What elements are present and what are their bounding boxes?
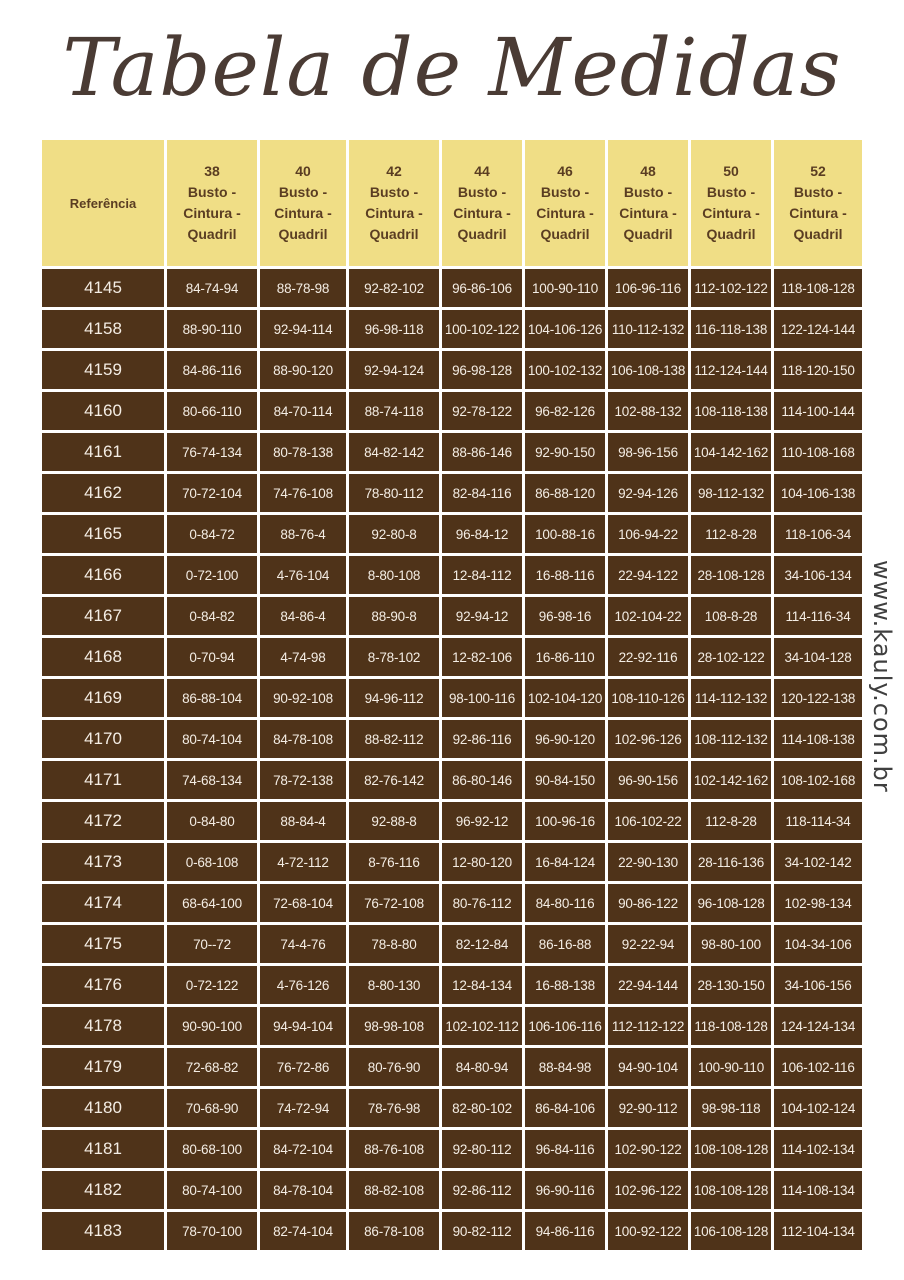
measurement-cell: 108-108-128 <box>691 1130 771 1168</box>
measurement-cell: 112-124-144 <box>691 351 771 389</box>
measurement-cell: 98-100-116 <box>442 679 522 717</box>
measurement-cell: 0-84-80 <box>167 802 257 840</box>
measurement-cell: 96-90-116 <box>525 1171 605 1209</box>
measurement-cell: 88-84-98 <box>525 1048 605 1086</box>
table-row <box>42 1212 862 1250</box>
table-row <box>42 556 862 594</box>
measurement-cell: 108-118-138 <box>691 392 771 430</box>
table-row <box>42 433 862 471</box>
measurement-cell: 100-90-110 <box>525 269 605 307</box>
measure-label: Cintura - <box>274 205 332 221</box>
measurement-cell: 106-102-116 <box>774 1048 862 1086</box>
measurement-cell: 4-74-98 <box>260 638 346 676</box>
measure-label: Busto - <box>278 184 328 200</box>
measure-label: Quadril <box>278 226 328 242</box>
measurement-cell: 92-94-12 <box>442 597 522 635</box>
table-row <box>42 925 862 963</box>
measure-label: Busto - <box>187 184 237 200</box>
measure-label: Busto - <box>540 184 590 200</box>
measurement-cell: 96-98-16 <box>525 597 605 635</box>
table-row <box>42 1007 862 1045</box>
measure-label: Quadril <box>623 226 673 242</box>
measure-label: Cintura - <box>536 205 594 221</box>
measurement-cell: 84-80-116 <box>525 884 605 922</box>
measurement-cell: 80-78-138 <box>260 433 346 471</box>
measurement-cell: 98-112-132 <box>691 474 771 512</box>
measurement-cell: 86-88-104 <box>167 679 257 717</box>
measurement-cell: 114-112-132 <box>691 679 771 717</box>
measurement-cell: 16-88-116 <box>525 556 605 594</box>
measurement-cell: 78-76-98 <box>349 1089 439 1127</box>
measurement-cell: 86-78-108 <box>349 1212 439 1250</box>
measurement-cell: 86-88-120 <box>525 474 605 512</box>
measurement-cell: 84-72-104 <box>260 1130 346 1168</box>
measurement-cell: 112-102-122 <box>691 269 771 307</box>
measurement-cell: 102-88-132 <box>608 392 688 430</box>
size-header <box>260 140 346 266</box>
reference-cell: 4170 <box>42 720 164 758</box>
measurement-cell: 70-68-90 <box>167 1089 257 1127</box>
table-row <box>42 351 862 389</box>
measurement-cell: 28-130-150 <box>691 966 771 1004</box>
measurement-cell: 88-82-112 <box>349 720 439 758</box>
measurement-cell: 82-12-84 <box>442 925 522 963</box>
measurement-cell: 74-68-134 <box>167 761 257 799</box>
measurement-cell: 108-8-28 <box>691 597 771 635</box>
measurement-cell: 68-64-100 <box>167 884 257 922</box>
measurement-cell: 88-76-108 <box>349 1130 439 1168</box>
reference-header: Referência <box>42 140 164 266</box>
measurement-cell: 12-80-120 <box>442 843 522 881</box>
header-row <box>42 140 862 266</box>
measurement-cell: 104-106-138 <box>774 474 862 512</box>
table-body <box>42 269 862 1250</box>
measurement-cell: 84-86-4 <box>260 597 346 635</box>
measurement-cell: 100-88-16 <box>525 515 605 553</box>
size-header <box>442 140 522 266</box>
measurement-cell: 88-76-4 <box>260 515 346 553</box>
size-number: 52 <box>810 163 826 179</box>
measurement-cell: 102-102-112 <box>442 1007 522 1045</box>
measurement-cell: 90-86-122 <box>608 884 688 922</box>
measurement-cell: 78-70-100 <box>167 1212 257 1250</box>
table-row <box>42 1048 862 1086</box>
measurement-cell: 112-8-28 <box>691 515 771 553</box>
measurement-cell: 100-102-132 <box>525 351 605 389</box>
measurement-cell: 0-72-122 <box>167 966 257 1004</box>
measurement-cell: 0-84-72 <box>167 515 257 553</box>
measurement-cell: 84-74-94 <box>167 269 257 307</box>
measurement-cell: 86-16-88 <box>525 925 605 963</box>
table-row <box>42 515 862 553</box>
measurement-cell: 102-98-134 <box>774 884 862 922</box>
measurement-cell: 120-122-138 <box>774 679 862 717</box>
measurement-cell: 106-108-128 <box>691 1212 771 1250</box>
measurement-cell: 8-80-130 <box>349 966 439 1004</box>
measurement-cell: 22-94-122 <box>608 556 688 594</box>
measurement-cell: 34-102-142 <box>774 843 862 881</box>
reference-cell: 4176 <box>42 966 164 1004</box>
reference-cell: 4179 <box>42 1048 164 1086</box>
measurement-cell: 90-90-100 <box>167 1007 257 1045</box>
size-number: 50 <box>723 163 739 179</box>
measure-label: Cintura - <box>183 205 241 221</box>
measurement-cell: 8-78-102 <box>349 638 439 676</box>
measurement-cell: 110-112-132 <box>608 310 688 348</box>
reference-cell: 4158 <box>42 310 164 348</box>
measurement-cell: 92-86-116 <box>442 720 522 758</box>
size-header <box>167 140 257 266</box>
reference-cell: 4181 <box>42 1130 164 1168</box>
measurement-cell: 92-90-112 <box>608 1089 688 1127</box>
measurement-cell: 76-74-134 <box>167 433 257 471</box>
measurement-cell: 92-88-8 <box>349 802 439 840</box>
measurement-cell: 80-74-100 <box>167 1171 257 1209</box>
table-row <box>42 474 862 512</box>
measurement-cell: 12-84-112 <box>442 556 522 594</box>
measurement-cell: 84-82-142 <box>349 433 439 471</box>
measurement-cell: 92-94-126 <box>608 474 688 512</box>
measurement-cell: 16-88-138 <box>525 966 605 1004</box>
measurement-cell: 80-68-100 <box>167 1130 257 1168</box>
measure-label: Quadril <box>369 226 419 242</box>
size-number: 48 <box>640 163 656 179</box>
measurement-cell: 98-98-108 <box>349 1007 439 1045</box>
measurement-cell: 106-102-22 <box>608 802 688 840</box>
measurement-cell: 108-110-126 <box>608 679 688 717</box>
reference-cell: 4175 <box>42 925 164 963</box>
table-row <box>42 269 862 307</box>
measurement-cell: 96-98-128 <box>442 351 522 389</box>
measurement-cell: 84-86-116 <box>167 351 257 389</box>
measurement-cell: 92-78-122 <box>442 392 522 430</box>
measurement-cell: 92-82-102 <box>349 269 439 307</box>
measurement-cell: 70-72-104 <box>167 474 257 512</box>
size-number: 38 <box>204 163 220 179</box>
measurement-cell: 96-90-156 <box>608 761 688 799</box>
measurement-cell: 82-84-116 <box>442 474 522 512</box>
measurement-cell: 102-104-22 <box>608 597 688 635</box>
measure-label: Quadril <box>793 226 843 242</box>
reference-cell: 4169 <box>42 679 164 717</box>
measure-label: Cintura - <box>619 205 677 221</box>
reference-cell: 4166 <box>42 556 164 594</box>
measurement-cell: 118-108-128 <box>691 1007 771 1045</box>
measurement-cell: 92-22-94 <box>608 925 688 963</box>
measurement-cell: 102-90-122 <box>608 1130 688 1168</box>
measure-label: Cintura - <box>365 205 423 221</box>
table-row <box>42 966 862 1004</box>
measurement-cell: 22-90-130 <box>608 843 688 881</box>
measurement-cell: 92-94-124 <box>349 351 439 389</box>
reference-cell: 4145 <box>42 269 164 307</box>
measure-label: Busto - <box>369 184 419 200</box>
measurement-cell: 114-100-144 <box>774 392 862 430</box>
reference-cell: 4172 <box>42 802 164 840</box>
measurement-cell: 4-76-126 <box>260 966 346 1004</box>
reference-cell: 4168 <box>42 638 164 676</box>
measurement-cell: 80-76-112 <box>442 884 522 922</box>
size-number: 44 <box>474 163 490 179</box>
measurement-cell: 118-114-34 <box>774 802 862 840</box>
measurement-cell: 84-78-104 <box>260 1171 346 1209</box>
measurement-cell: 102-96-126 <box>608 720 688 758</box>
reference-cell: 4171 <box>42 761 164 799</box>
measurement-cell: 100-92-122 <box>608 1212 688 1250</box>
measurement-cell: 96-90-120 <box>525 720 605 758</box>
table-row <box>42 884 862 922</box>
measurement-cell: 28-116-136 <box>691 843 771 881</box>
reference-cell: 4160 <box>42 392 164 430</box>
reference-cell: 4159 <box>42 351 164 389</box>
measurement-cell: 98-96-156 <box>608 433 688 471</box>
size-header <box>525 140 605 266</box>
measure-label: Busto - <box>623 184 673 200</box>
measurement-cell: 114-108-138 <box>774 720 862 758</box>
measurement-cell: 118-108-128 <box>774 269 862 307</box>
measurement-cell: 78-8-80 <box>349 925 439 963</box>
measurement-cell: 108-102-168 <box>774 761 862 799</box>
measurement-cell: 8-76-116 <box>349 843 439 881</box>
measurement-cell: 78-72-138 <box>260 761 346 799</box>
measurement-cell: 88-90-110 <box>167 310 257 348</box>
size-number: 40 <box>295 163 311 179</box>
measurement-cell: 0-68-108 <box>167 843 257 881</box>
reference-cell: 4183 <box>42 1212 164 1250</box>
measurement-cell: 84-78-108 <box>260 720 346 758</box>
measurement-cell: 98-80-100 <box>691 925 771 963</box>
measurement-cell: 88-90-8 <box>349 597 439 635</box>
measure-label: Busto - <box>706 184 756 200</box>
measurement-cell: 118-120-150 <box>774 351 862 389</box>
size-header <box>608 140 688 266</box>
measurement-cell: 76-72-86 <box>260 1048 346 1086</box>
measurement-cell: 88-86-146 <box>442 433 522 471</box>
measurement-cell: 96-92-12 <box>442 802 522 840</box>
measure-label: Cintura - <box>702 205 760 221</box>
measurement-cell: 110-108-168 <box>774 433 862 471</box>
measure-label: Cintura - <box>789 205 847 221</box>
measurement-cell: 72-68-82 <box>167 1048 257 1086</box>
measurement-cell: 94-96-112 <box>349 679 439 717</box>
measurement-cell: 116-118-138 <box>691 310 771 348</box>
size-header <box>691 140 771 266</box>
measurement-cell: 16-84-124 <box>525 843 605 881</box>
measurement-cell: 104-142-162 <box>691 433 771 471</box>
measurement-cell: 102-96-122 <box>608 1171 688 1209</box>
measurement-cell: 94-90-104 <box>608 1048 688 1086</box>
measurement-cell: 90-84-150 <box>525 761 605 799</box>
measurement-cell: 88-84-4 <box>260 802 346 840</box>
website-url: www.kauly.com.br <box>868 560 896 793</box>
measurement-cell: 72-68-104 <box>260 884 346 922</box>
size-chart-table <box>39 137 865 1253</box>
table-row <box>42 1171 862 1209</box>
measurement-cell: 108-112-132 <box>691 720 771 758</box>
table-row <box>42 679 862 717</box>
table-row <box>42 802 862 840</box>
size-header <box>774 140 862 266</box>
measurement-cell: 88-78-98 <box>260 269 346 307</box>
measurement-cell: 108-108-128 <box>691 1171 771 1209</box>
measurement-cell: 106-108-138 <box>608 351 688 389</box>
measurement-cell: 100-90-110 <box>691 1048 771 1086</box>
reference-cell: 4182 <box>42 1171 164 1209</box>
table-row <box>42 843 862 881</box>
measurement-cell: 106-96-116 <box>608 269 688 307</box>
measurement-cell: 96-84-116 <box>525 1130 605 1168</box>
measure-label: Quadril <box>187 226 237 242</box>
measurement-cell: 4-72-112 <box>260 843 346 881</box>
measurement-cell: 84-80-94 <box>442 1048 522 1086</box>
measurement-cell: 80-74-104 <box>167 720 257 758</box>
measurement-cell: 88-82-108 <box>349 1171 439 1209</box>
measurement-cell: 82-80-102 <box>442 1089 522 1127</box>
page-title: Tabela de Medidas <box>62 21 842 114</box>
measurement-cell: 96-86-106 <box>442 269 522 307</box>
measurement-cell: 124-124-134 <box>774 1007 862 1045</box>
reference-cell: 4162 <box>42 474 164 512</box>
measurement-cell: 114-102-134 <box>774 1130 862 1168</box>
measurement-cell: 114-116-34 <box>774 597 862 635</box>
measure-label: Quadril <box>457 226 507 242</box>
measurement-cell: 112-8-28 <box>691 802 771 840</box>
measurement-cell: 122-124-144 <box>774 310 862 348</box>
measurement-cell: 28-108-128 <box>691 556 771 594</box>
measurement-cell: 0-70-94 <box>167 638 257 676</box>
measurement-cell: 94-86-116 <box>525 1212 605 1250</box>
table-row <box>42 761 862 799</box>
measurement-cell: 0-84-82 <box>167 597 257 635</box>
measurement-cell: 34-104-128 <box>774 638 862 676</box>
reference-cell: 4165 <box>42 515 164 553</box>
measurement-cell: 92-94-114 <box>260 310 346 348</box>
size-number: 42 <box>386 163 402 179</box>
measurement-cell: 0-72-100 <box>167 556 257 594</box>
measurement-cell: 8-80-108 <box>349 556 439 594</box>
measurement-cell: 22-92-116 <box>608 638 688 676</box>
table-row <box>42 597 862 635</box>
reference-cell: 4161 <box>42 433 164 471</box>
measurement-cell: 88-90-120 <box>260 351 346 389</box>
table-row <box>42 310 862 348</box>
measurement-cell: 22-94-144 <box>608 966 688 1004</box>
measurement-cell: 96-84-12 <box>442 515 522 553</box>
reference-cell: 4174 <box>42 884 164 922</box>
measurement-cell: 104-106-126 <box>525 310 605 348</box>
measurement-cell: 74-4-76 <box>260 925 346 963</box>
measurement-cell: 82-76-142 <box>349 761 439 799</box>
measurement-cell: 96-108-128 <box>691 884 771 922</box>
measurement-cell: 70--72 <box>167 925 257 963</box>
table-row <box>42 638 862 676</box>
measurement-cell: 102-142-162 <box>691 761 771 799</box>
measurement-cell: 16-86-110 <box>525 638 605 676</box>
table-row <box>42 1130 862 1168</box>
measurement-cell: 4-76-104 <box>260 556 346 594</box>
size-number: 46 <box>557 163 573 179</box>
measurement-cell: 92-80-112 <box>442 1130 522 1168</box>
measure-label: Quadril <box>540 226 590 242</box>
measurement-cell: 78-80-112 <box>349 474 439 512</box>
measurement-cell: 82-74-104 <box>260 1212 346 1250</box>
measurement-cell: 114-108-134 <box>774 1171 862 1209</box>
measurement-cell: 88-74-118 <box>349 392 439 430</box>
reference-cell: 4167 <box>42 597 164 635</box>
measurement-cell: 84-70-114 <box>260 392 346 430</box>
measurement-cell: 96-98-118 <box>349 310 439 348</box>
measurement-cell: 106-94-22 <box>608 515 688 553</box>
measurement-cell: 90-92-108 <box>260 679 346 717</box>
measurement-cell: 106-106-116 <box>525 1007 605 1045</box>
measurement-cell: 90-82-112 <box>442 1212 522 1250</box>
measurement-cell: 80-66-110 <box>167 392 257 430</box>
measurement-cell: 86-84-106 <box>525 1089 605 1127</box>
measurement-cell: 74-76-108 <box>260 474 346 512</box>
measurement-cell: 104-34-106 <box>774 925 862 963</box>
measurement-cell: 34-106-134 <box>774 556 862 594</box>
measurement-cell: 86-80-146 <box>442 761 522 799</box>
size-header <box>349 140 439 266</box>
measure-label: Busto - <box>793 184 843 200</box>
measurement-cell: 92-90-150 <box>525 433 605 471</box>
measure-label: Cintura - <box>453 205 511 221</box>
measurement-cell: 100-96-16 <box>525 802 605 840</box>
measurement-cell: 102-104-120 <box>525 679 605 717</box>
reference-cell: 4178 <box>42 1007 164 1045</box>
table-row <box>42 1089 862 1127</box>
measurement-cell: 76-72-108 <box>349 884 439 922</box>
measurement-cell: 34-106-156 <box>774 966 862 1004</box>
measurement-cell: 98-98-118 <box>691 1089 771 1127</box>
measurement-cell: 80-76-90 <box>349 1048 439 1086</box>
measurement-cell: 92-86-112 <box>442 1171 522 1209</box>
table-row <box>42 392 862 430</box>
measurement-cell: 112-104-134 <box>774 1212 862 1250</box>
reference-cell: 4180 <box>42 1089 164 1127</box>
measurement-cell: 74-72-94 <box>260 1089 346 1127</box>
measurement-cell: 112-112-122 <box>608 1007 688 1045</box>
measure-label: Busto - <box>457 184 507 200</box>
measure-label: Quadril <box>706 226 756 242</box>
measurement-cell: 96-82-126 <box>525 392 605 430</box>
table-row <box>42 720 862 758</box>
reference-cell: 4173 <box>42 843 164 881</box>
measurement-cell: 12-84-134 <box>442 966 522 1004</box>
measurement-cell: 104-102-124 <box>774 1089 862 1127</box>
measurement-cell: 92-80-8 <box>349 515 439 553</box>
measurement-cell: 28-102-122 <box>691 638 771 676</box>
measurement-cell: 94-94-104 <box>260 1007 346 1045</box>
measurement-cell: 100-102-122 <box>442 310 522 348</box>
measurement-cell: 12-82-106 <box>442 638 522 676</box>
measurement-cell: 118-106-34 <box>774 515 862 553</box>
